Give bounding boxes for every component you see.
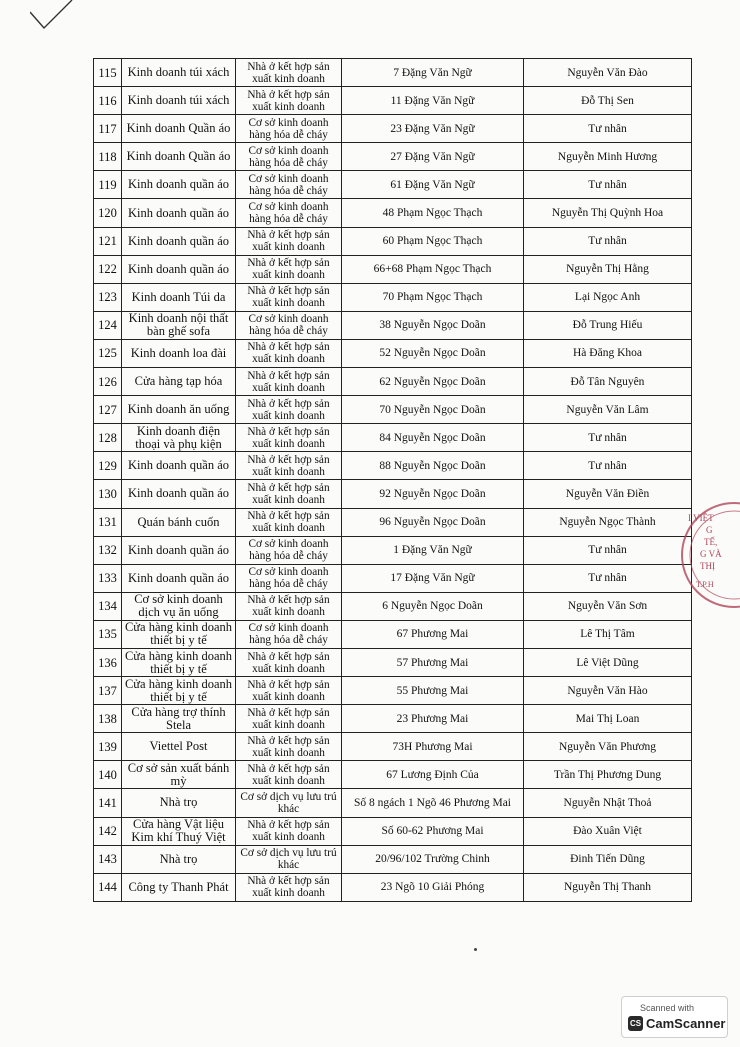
- cell-name: Kinh doanh quần áo: [122, 171, 236, 199]
- cell-owner: Đỗ Tân Nguyên: [524, 368, 692, 396]
- cell-type: Nhà ở kết hợp sản xuất kinh doanh: [236, 452, 342, 480]
- cell-name: Kinh doanh quần áo: [122, 199, 236, 227]
- table-row: [94, 677, 692, 705]
- cell-address: 96 Nguyễn Ngọc Doãn: [342, 508, 524, 536]
- cell-no: 126: [94, 368, 122, 396]
- table-row: [94, 761, 692, 789]
- cell-owner: Nguyễn Văn Lâm: [524, 396, 692, 424]
- cell-no: 124: [94, 311, 122, 339]
- table-row: [94, 339, 692, 367]
- cell-type: Nhà ở kết hợp sản xuất kinh doanh: [236, 424, 342, 452]
- cell-owner: Nguyễn Văn Sơn: [524, 592, 692, 620]
- cell-no: 120: [94, 199, 122, 227]
- cell-type: Nhà ở kết hợp sản xuất kinh doanh: [236, 648, 342, 676]
- cell-address: 62 Nguyễn Ngọc Doãn: [342, 368, 524, 396]
- stamp-line: TẾ,: [704, 537, 718, 547]
- cell-type: Nhà ở kết hợp sản xuất kinh doanh: [236, 677, 342, 705]
- cell-address: 1 Đặng Văn Ngữ: [342, 536, 524, 564]
- cell-name: Nhà trọ: [122, 789, 236, 817]
- cell-type: Nhà ở kết hợp sản xuất kinh doanh: [236, 283, 342, 311]
- cell-type: Cơ sở kinh doanh hàng hóa dễ cháy: [236, 171, 342, 199]
- cell-name: Cửa hàng kinh doanh thiết bị y tế: [122, 677, 236, 705]
- cell-type: Cơ sở kinh doanh hàng hóa dễ cháy: [236, 199, 342, 227]
- cell-name: Kinh doanh Quần áo: [122, 115, 236, 143]
- cell-address: 66+68 Phạm Ngọc Thạch: [342, 255, 524, 283]
- cell-type: Cơ sở kinh doanh hàng hóa dễ cháy: [236, 143, 342, 171]
- cell-no: 122: [94, 255, 122, 283]
- cell-name: Kinh doanh túi xách: [122, 87, 236, 115]
- cell-name: Cửa hàng Vật liệu Kim khí Thuý Việt: [122, 817, 236, 845]
- cell-name: Công ty Thanh Phát: [122, 873, 236, 901]
- cell-address: 7 Đặng Văn Ngữ: [342, 59, 524, 87]
- cell-type: Nhà ở kết hợp sản xuất kinh doanh: [236, 761, 342, 789]
- cell-owner: Nguyễn Văn Hào: [524, 677, 692, 705]
- cell-type: Nhà ở kết hợp sản xuất kinh doanh: [236, 592, 342, 620]
- cell-owner: Tư nhân: [524, 171, 692, 199]
- cell-owner: Mai Thị Loan: [524, 705, 692, 733]
- cell-owner: Lại Ngọc Anh: [524, 283, 692, 311]
- table-row: [94, 59, 692, 87]
- red-seal-stamp: [676, 495, 740, 615]
- cell-address: 27 Đặng Văn Ngữ: [342, 143, 524, 171]
- cell-no: 127: [94, 396, 122, 424]
- cell-name: Kinh doanh nội thất bàn ghế sofa: [122, 311, 236, 339]
- cell-address: Số 8 ngách 1 Ngõ 46 Phương Mai: [342, 789, 524, 817]
- camscanner-logo-icon: CS: [628, 1016, 643, 1031]
- cell-address: 23 Phương Mai: [342, 705, 524, 733]
- cell-address: 6 Nguyễn Ngọc Doãn: [342, 592, 524, 620]
- cell-name: Kinh doanh quần áo: [122, 536, 236, 564]
- camscanner-watermark: [621, 996, 728, 1038]
- cell-type: Nhà ở kết hợp sản xuất kinh doanh: [236, 705, 342, 733]
- cell-address: 23 Đặng Văn Ngữ: [342, 115, 524, 143]
- cell-name: Kinh doanh quần áo: [122, 452, 236, 480]
- stamp-line: G VÀ: [700, 549, 722, 559]
- cell-name: Kinh doanh túi xách: [122, 59, 236, 87]
- cell-type: Nhà ở kết hợp sản xuất kinh doanh: [236, 59, 342, 87]
- cell-no: 128: [94, 424, 122, 452]
- cell-owner: Tư nhân: [524, 564, 692, 592]
- cell-name: Cơ sở sản xuất bánh mỳ: [122, 761, 236, 789]
- cell-type: Nhà ở kết hợp sản xuất kinh doanh: [236, 480, 342, 508]
- cell-name: Kinh doanh quần áo: [122, 227, 236, 255]
- table-row: [94, 143, 692, 171]
- cell-no: 125: [94, 339, 122, 367]
- cell-name: Kinh doanh quần áo: [122, 255, 236, 283]
- table-row: [94, 845, 692, 873]
- cell-owner: Đào Xuân Việt: [524, 817, 692, 845]
- cell-type: Nhà ở kết hợp sản xuất kinh doanh: [236, 339, 342, 367]
- stray-dot: [474, 948, 477, 951]
- cell-name: Kinh doanh điện thoại và phụ kiện: [122, 424, 236, 452]
- cell-address: 57 Phương Mai: [342, 648, 524, 676]
- cell-name: Cơ sở kinh doanh dịch vụ ăn uống: [122, 592, 236, 620]
- cell-owner: Tư nhân: [524, 536, 692, 564]
- cell-owner: Đinh Tiến Dũng: [524, 845, 692, 873]
- cell-name: Viettel Post: [122, 733, 236, 761]
- cell-no: 140: [94, 761, 122, 789]
- cell-owner: Nguyễn Nhật Thoả: [524, 789, 692, 817]
- cell-owner: Hà Đăng Khoa: [524, 339, 692, 367]
- cell-name: Cửa hàng trợ thính Stela: [122, 705, 236, 733]
- table-row: [94, 311, 692, 339]
- table-row: [94, 199, 692, 227]
- table-row: [94, 873, 692, 901]
- cell-name: Kinh doanh Quần áo: [122, 143, 236, 171]
- table-row: [94, 87, 692, 115]
- cell-name: Kinh doanh ăn uống: [122, 396, 236, 424]
- cell-no: 130: [94, 480, 122, 508]
- cell-name: Kinh doanh quần áo: [122, 480, 236, 508]
- cell-no: 117: [94, 115, 122, 143]
- table-row: [94, 733, 692, 761]
- cell-type: Cơ sở kinh doanh hàng hóa dễ cháy: [236, 311, 342, 339]
- cell-owner: Nguyễn Minh Hương: [524, 143, 692, 171]
- cell-address: 88 Nguyễn Ngọc Doãn: [342, 452, 524, 480]
- cell-type: Nhà ở kết hợp sản xuất kinh doanh: [236, 873, 342, 901]
- cell-owner: Nguyễn Văn Đào: [524, 59, 692, 87]
- cell-address: 84 Nguyễn Ngọc Doãn: [342, 424, 524, 452]
- cell-address: 73H Phương Mai: [342, 733, 524, 761]
- cell-no: 135: [94, 620, 122, 648]
- cell-type: Nhà ở kết hợp sản xuất kinh doanh: [236, 396, 342, 424]
- table-row: [94, 452, 692, 480]
- table-row: [94, 424, 692, 452]
- cell-owner: Tư nhân: [524, 424, 692, 452]
- cell-type: Nhà ở kết hợp sản xuất kinh doanh: [236, 508, 342, 536]
- cell-type: Nhà ở kết hợp sản xuất kinh doanh: [236, 255, 342, 283]
- cell-address: 60 Phạm Ngọc Thạch: [342, 227, 524, 255]
- cell-type: Cơ sở dịch vụ lưu trú khác: [236, 789, 342, 817]
- cell-no: 143: [94, 845, 122, 873]
- cell-address: 17 Đặng Văn Ngữ: [342, 564, 524, 592]
- cell-name: Nhà trọ: [122, 845, 236, 873]
- cell-name: Cửa hàng kinh doanh thiết bị y tế: [122, 648, 236, 676]
- cell-address: 23 Ngõ 10 Giải Phóng: [342, 873, 524, 901]
- cell-owner: Lê Thị Tâm: [524, 620, 692, 648]
- cell-no: 142: [94, 817, 122, 845]
- corner-fold-mark: [30, 0, 100, 40]
- cell-owner: Nguyễn Thị Quỳnh Hoa: [524, 199, 692, 227]
- cell-no: 137: [94, 677, 122, 705]
- table-row: [94, 648, 692, 676]
- cell-address: 11 Đặng Văn Ngữ: [342, 87, 524, 115]
- cell-no: 133: [94, 564, 122, 592]
- cell-no: 129: [94, 452, 122, 480]
- cell-owner: Tư nhân: [524, 115, 692, 143]
- cell-name: Kinh doanh loa đài: [122, 339, 236, 367]
- cell-type: Nhà ở kết hợp sản xuất kinh doanh: [236, 87, 342, 115]
- cell-name: Quán bánh cuốn: [122, 508, 236, 536]
- scanner-caption: Scanned with: [640, 1003, 695, 1013]
- cell-type: Nhà ở kết hợp sản xuất kinh doanh: [236, 368, 342, 396]
- stamp-line: I VIỆT: [688, 513, 714, 523]
- stamp-line: T.P.H: [696, 580, 714, 589]
- table-row: [94, 789, 692, 817]
- stamp-line: THỊ: [700, 561, 715, 571]
- cell-type: Nhà ở kết hợp sản xuất kinh doanh: [236, 733, 342, 761]
- cell-address: 70 Phạm Ngọc Thạch: [342, 283, 524, 311]
- cell-address: 52 Nguyễn Ngọc Doãn: [342, 339, 524, 367]
- cell-owner: Tư nhân: [524, 452, 692, 480]
- cell-owner: Tư nhân: [524, 227, 692, 255]
- table-row: [94, 115, 692, 143]
- cell-address: Số 60-62 Phương Mai: [342, 817, 524, 845]
- cell-type: Cơ sở kinh doanh hàng hóa dễ cháy: [236, 620, 342, 648]
- cell-owner: Nguyễn Ngọc Thành: [524, 508, 692, 536]
- cell-type: Nhà ở kết hợp sản xuất kinh doanh: [236, 227, 342, 255]
- cell-name: Kinh doanh quần áo: [122, 564, 236, 592]
- cell-owner: Đỗ Trung Hiếu: [524, 311, 692, 339]
- cell-owner: Đỗ Thị Sen: [524, 87, 692, 115]
- table-row: [94, 368, 692, 396]
- table-row: [94, 817, 692, 845]
- cell-no: 139: [94, 733, 122, 761]
- cell-type: Cơ sở kinh doanh hàng hóa dễ cháy: [236, 115, 342, 143]
- cell-type: Cơ sở kinh doanh hàng hóa dễ cháy: [236, 536, 342, 564]
- cell-no: 138: [94, 705, 122, 733]
- cell-no: 136: [94, 648, 122, 676]
- cell-address: 55 Phương Mai: [342, 677, 524, 705]
- cell-name: Kinh doanh Túi da: [122, 283, 236, 311]
- cell-no: 119: [94, 171, 122, 199]
- cell-type: Nhà ở kết hợp sản xuất kinh doanh: [236, 817, 342, 845]
- cell-owner: Trần Thị Phương Dung: [524, 761, 692, 789]
- cell-no: 144: [94, 873, 122, 901]
- table-row: [94, 592, 692, 620]
- table-row: [94, 620, 692, 648]
- cell-owner: Nguyễn Thị Thanh: [524, 873, 692, 901]
- cell-address: 67 Lương Định Của: [342, 761, 524, 789]
- table-row: [94, 480, 692, 508]
- cell-address: 70 Nguyễn Ngọc Doãn: [342, 396, 524, 424]
- table-row: [94, 536, 692, 564]
- cell-owner: Lê Việt Dũng: [524, 648, 692, 676]
- cell-type: Cơ sở kinh doanh hàng hóa dễ cháy: [236, 564, 342, 592]
- cell-address: 67 Phương Mai: [342, 620, 524, 648]
- cell-no: 123: [94, 283, 122, 311]
- table-row: [94, 564, 692, 592]
- cell-no: 131: [94, 508, 122, 536]
- table-row: [94, 227, 692, 255]
- cell-no: 118: [94, 143, 122, 171]
- cell-address: 38 Nguyễn Ngọc Doãn: [342, 311, 524, 339]
- cell-no: 134: [94, 592, 122, 620]
- registry-table: [93, 58, 692, 902]
- table-row: [94, 283, 692, 311]
- cell-no: 121: [94, 227, 122, 255]
- scanner-brand: CamScanner: [646, 1016, 726, 1031]
- cell-address: 20/96/102 Trường Chinh: [342, 845, 524, 873]
- cell-no: 132: [94, 536, 122, 564]
- cell-owner: Nguyễn Thị Hằng: [524, 255, 692, 283]
- cell-owner: Nguyễn Văn Điền: [524, 480, 692, 508]
- cell-address: 92 Nguyễn Ngọc Doãn: [342, 480, 524, 508]
- cell-no: 116: [94, 87, 122, 115]
- cell-name: Cửa hàng kinh doanh thiết bị y tế: [122, 620, 236, 648]
- cell-type: Cơ sở dịch vụ lưu trú khác: [236, 845, 342, 873]
- cell-owner: Nguyễn Văn Phương: [524, 733, 692, 761]
- table-row: [94, 171, 692, 199]
- stamp-line: G: [706, 525, 713, 535]
- table-row: [94, 396, 692, 424]
- table-row: [94, 508, 692, 536]
- cell-no: 115: [94, 59, 122, 87]
- cell-address: 61 Đặng Văn Ngữ: [342, 171, 524, 199]
- cell-no: 141: [94, 789, 122, 817]
- cell-address: 48 Phạm Ngọc Thạch: [342, 199, 524, 227]
- cell-name: Cửa hàng tạp hóa: [122, 368, 236, 396]
- table-row: [94, 705, 692, 733]
- table-row: [94, 255, 692, 283]
